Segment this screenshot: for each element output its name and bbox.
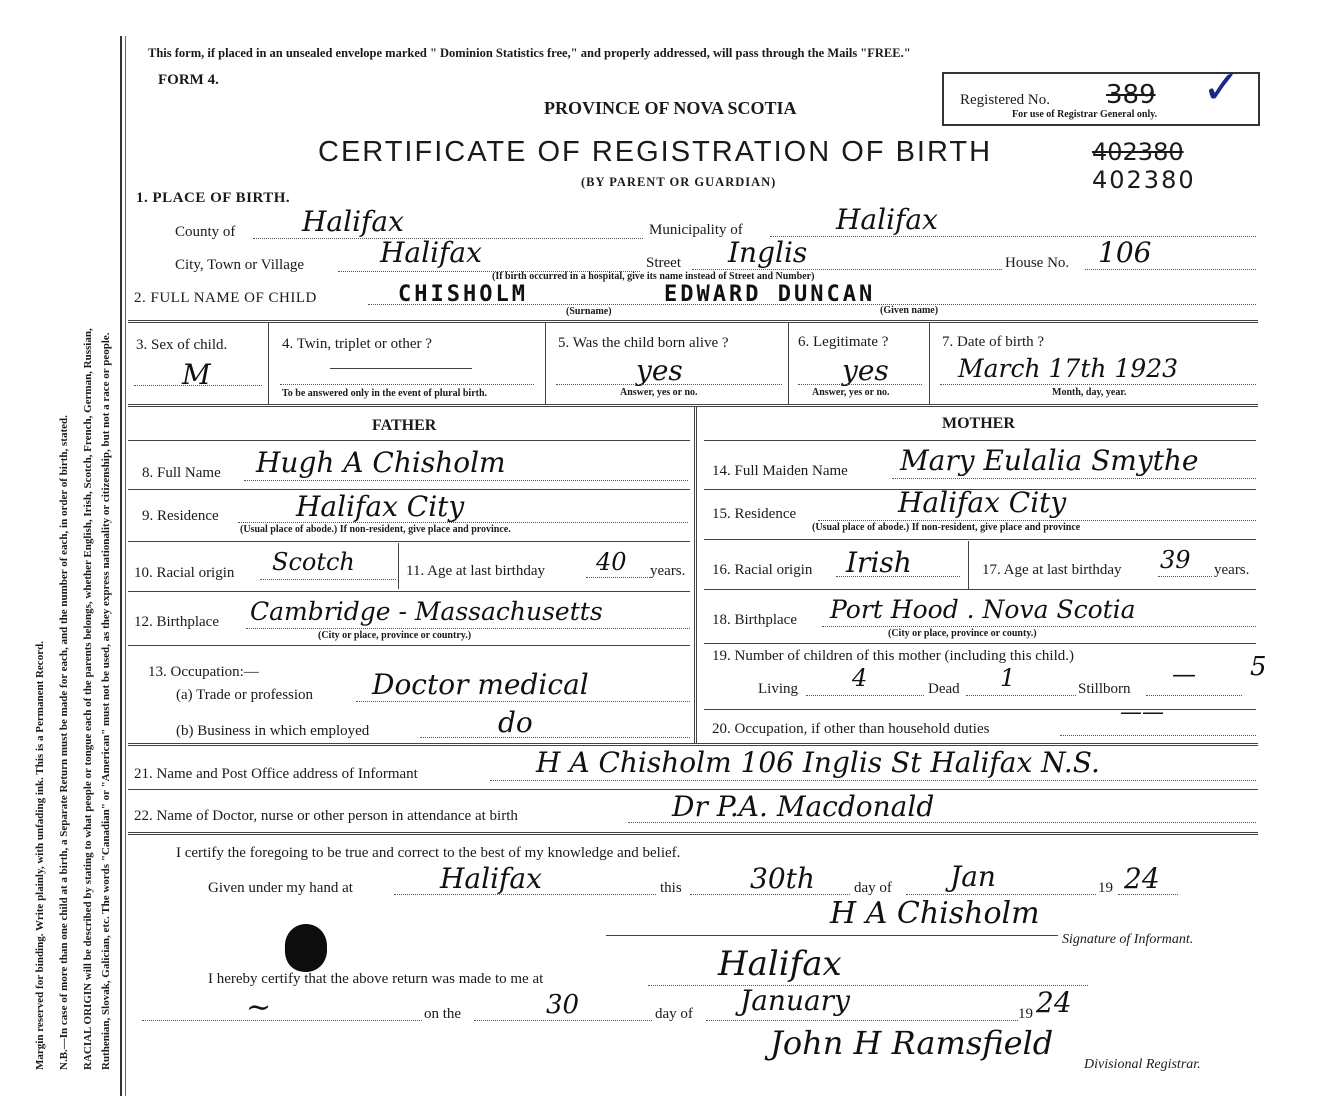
living-line bbox=[806, 695, 924, 696]
mother-occupation-value: —— bbox=[1120, 700, 1164, 725]
father-birthplace-line bbox=[246, 628, 690, 629]
mother-name-line bbox=[892, 478, 1256, 479]
registered-box bbox=[942, 62, 1260, 126]
father-name-value: Hugh A Chisholm bbox=[256, 446, 506, 479]
informant-value: H A Chisholm 106 Inglis St Halifax N.S. bbox=[536, 746, 1100, 779]
doctor-value: Dr P.A. Macdonald bbox=[672, 790, 935, 823]
place-heading: 1. PLACE OF BIRTH. bbox=[136, 190, 291, 206]
mother-residence-line bbox=[818, 520, 1256, 521]
father-birthplace-value: Cambridge - Massachusetts bbox=[250, 597, 603, 626]
legitimate-label: 6. Legitimate ? bbox=[798, 334, 889, 350]
child-given-name: EDWARD DUNCAN bbox=[664, 282, 876, 307]
mother-residence-label: 15. Residence bbox=[712, 506, 797, 522]
margin-note-racial-origin-cont: Ruthenian, Slovak, Galician, etc. The words "Canadian" or "American" must not be used, as they express nationality or citizenship, but not a race or people. bbox=[100, 332, 112, 1070]
dob-line bbox=[940, 384, 1256, 385]
ink-seal bbox=[282, 922, 330, 974]
father-trade-value: Doctor medical bbox=[372, 668, 589, 701]
cert-number-struck: 402380 bbox=[1092, 138, 1184, 166]
mother-name-value: Mary Eulalia Smythe bbox=[900, 444, 1199, 477]
margin-divider-inner bbox=[125, 36, 126, 1096]
registrar-year-value: 24 bbox=[1036, 986, 1072, 1019]
mother-rule-3 bbox=[704, 589, 1256, 590]
registrar-signature: John H Ramsfield bbox=[770, 1024, 1054, 1062]
father-name-label: 8. Full Name bbox=[142, 465, 221, 481]
father-heading-rule bbox=[128, 440, 690, 441]
county-value: Halifax bbox=[302, 205, 404, 238]
father-trade-line bbox=[356, 701, 690, 702]
children-total-value: 5 bbox=[1250, 652, 1267, 682]
legitimate-line bbox=[798, 384, 922, 385]
registrar-scrawl: ∼ bbox=[246, 990, 272, 1025]
given-day-of-label: day of bbox=[854, 880, 892, 896]
mother-years: years. bbox=[1214, 562, 1250, 578]
father-residence-label: 9. Residence bbox=[142, 508, 219, 524]
sex-value: M bbox=[182, 358, 211, 391]
father-business-label: (b) Business in which employed bbox=[176, 723, 370, 739]
registrar-month-line bbox=[706, 1020, 1018, 1021]
stillborn-value: — bbox=[1172, 660, 1196, 688]
margin-note-binding: Margin reserved for binding. Write plainly, with unfading ink. This is a Permanent Record. bbox=[34, 641, 46, 1070]
margin-divider bbox=[120, 36, 122, 1096]
father-race-value: Scotch bbox=[272, 548, 355, 576]
county-label: County of bbox=[175, 224, 236, 240]
father-trade-label: (a) Trade or profession bbox=[176, 687, 314, 703]
child-surname: CHISHOLM bbox=[398, 282, 528, 307]
municipality-label: Municipality of bbox=[649, 222, 743, 238]
postal-note: This form, if placed in an unsealed envelope marked " Dominion Statistics free," and properly addressed, will pass through the Mails "FREE." bbox=[148, 46, 911, 60]
house-value: 106 bbox=[1098, 236, 1152, 269]
sex-line bbox=[134, 385, 262, 386]
mother-birthplace-note: (City or place, province or county.) bbox=[888, 628, 1037, 639]
dead-label: Dead bbox=[928, 681, 960, 697]
registered-label: Registered No. bbox=[960, 92, 1050, 108]
mother-residence-value: Halifax City bbox=[898, 486, 1067, 519]
twin-label: 4. Twin, triplet or other ? bbox=[282, 336, 432, 352]
twin-line bbox=[280, 384, 534, 385]
father-business-value: do bbox=[498, 706, 533, 739]
municipality-value: Halifax bbox=[836, 203, 938, 236]
informant-line bbox=[490, 780, 1256, 781]
mother-children-label: 19. Number of children of this mother (including this child.) bbox=[712, 648, 1075, 664]
mother-heading-rule bbox=[704, 440, 1256, 441]
twin-value-dash bbox=[330, 368, 472, 369]
dead-value: 1 bbox=[1000, 664, 1016, 692]
dead-line bbox=[966, 695, 1076, 696]
mother-age-line bbox=[1158, 576, 1212, 577]
margin-note-racial-origin: RACIAL ORIGIN will be described by stating to what people or tongue each of the parents belongs, whether English, Irish, Scotch, French, German, Russian, bbox=[82, 328, 94, 1070]
twin-note: To be answered only in the event of plural birth. bbox=[282, 388, 488, 399]
box-divider-2 bbox=[545, 323, 546, 405]
house-line bbox=[1085, 269, 1256, 270]
mother-age-label: 17. Age at last birthday bbox=[982, 562, 1122, 578]
father-race-divider bbox=[398, 543, 399, 589]
given-under-label: Given under my hand at bbox=[208, 880, 353, 896]
mother-occupation-line bbox=[1060, 735, 1256, 736]
father-heading: FATHER bbox=[372, 417, 437, 434]
mother-birthplace-value: Port Hood . Nova Scotia bbox=[830, 595, 1136, 624]
column-divider bbox=[694, 407, 697, 743]
given-month-line bbox=[906, 894, 1096, 895]
this-label: this bbox=[660, 880, 682, 896]
mother-birthplace-line bbox=[822, 626, 1256, 627]
section-rule-5 bbox=[128, 832, 1258, 835]
alive-value: yes bbox=[636, 354, 683, 387]
mother-age-value: 39 bbox=[1160, 546, 1191, 574]
city-label: City, Town or Village bbox=[175, 257, 305, 273]
registrar-day-line bbox=[474, 1020, 652, 1021]
municipality-line bbox=[770, 236, 1256, 237]
informant-signature-line bbox=[606, 935, 1058, 936]
city-value: Halifax bbox=[380, 236, 482, 269]
sex-label: 3. Sex of child. bbox=[136, 337, 228, 353]
house-label: House No. bbox=[1005, 255, 1070, 271]
cert-number: 402380 bbox=[1092, 166, 1196, 194]
alive-label: 5. Was the child born alive ? bbox=[558, 335, 729, 351]
father-age-line bbox=[586, 577, 650, 578]
mother-race-divider bbox=[968, 541, 969, 589]
living-label: Living bbox=[758, 681, 798, 697]
doctor-label: 22. Name of Doctor, nurse or other person in attendance at birth bbox=[134, 808, 518, 824]
father-birthplace-note: (City or place, province or country.) bbox=[318, 630, 472, 641]
father-years: years. bbox=[650, 563, 686, 579]
informant-label: 21. Name and Post Office address of Informant bbox=[134, 766, 418, 782]
legitimate-value: yes bbox=[842, 354, 889, 387]
box-divider-4 bbox=[929, 323, 930, 405]
certify-text: I certify the foregoing to be true and correct to the best of my knowledge and belief. bbox=[176, 845, 681, 861]
mother-race-value: Irish bbox=[846, 546, 912, 579]
registrar-note: For use of Registrar General only. bbox=[1012, 109, 1158, 120]
father-age-value: 40 bbox=[596, 548, 627, 576]
informant-signature-label: Signature of Informant. bbox=[1062, 932, 1194, 947]
certificate-subtitle: (BY PARENT OR GUARDIAN) bbox=[581, 175, 777, 189]
given-month-value: Jan bbox=[950, 860, 996, 893]
margin-note-plural-births: N.B.—In case of more than one child at a birth, a Separate Return must be made for each, and the number of each, in order of birth, stated. bbox=[58, 415, 70, 1070]
legitimate-note: Answer, yes or no. bbox=[812, 387, 890, 398]
mother-rule-4 bbox=[704, 643, 1256, 644]
informant-signature: H A Chisholm bbox=[830, 896, 1040, 931]
registrar-place-line bbox=[648, 985, 1088, 986]
father-rule-2 bbox=[128, 541, 690, 542]
mother-race-label: 16. Racial origin bbox=[712, 562, 813, 578]
registrar-text: I hereby certify that the above return was made to me at bbox=[208, 971, 544, 987]
certificate-title: CERTIFICATE OF REGISTRATION OF BIRTH bbox=[318, 136, 993, 168]
alive-line bbox=[556, 384, 782, 385]
dob-label: 7. Date of birth ? bbox=[942, 334, 1045, 350]
dob-value: March 17th 1923 bbox=[958, 354, 1179, 383]
mother-occupation-label: 20. Occupation, if other than household duties bbox=[712, 721, 990, 737]
father-rule-4 bbox=[128, 645, 690, 646]
registrar-month-value: January bbox=[740, 984, 850, 1017]
father-rule-3 bbox=[128, 591, 690, 592]
mother-rule-2 bbox=[704, 539, 1256, 540]
mother-rule-5 bbox=[704, 709, 1256, 710]
section-rule-2 bbox=[128, 404, 1258, 407]
father-race-line bbox=[260, 579, 396, 580]
registrar-place-value: Halifax bbox=[718, 944, 842, 984]
province-title: PROVINCE OF NOVA SCOTIA bbox=[544, 98, 797, 118]
father-race-label: 10. Racial origin bbox=[134, 565, 235, 581]
registered-number: 389 bbox=[1106, 80, 1156, 110]
mother-heading: MOTHER bbox=[942, 415, 1015, 432]
street-label: Street bbox=[646, 255, 681, 271]
mother-residence-note: (Usual place of abode.) If non-resident, give place and province bbox=[812, 522, 1081, 533]
alive-note: Answer, yes or no. bbox=[620, 387, 698, 398]
stillborn-label: Stillborn bbox=[1078, 681, 1131, 697]
stillborn-line bbox=[1146, 695, 1242, 696]
registrar-pre-line bbox=[142, 1020, 422, 1021]
given-year-line bbox=[1118, 894, 1178, 895]
given-year-prefix: 19 bbox=[1098, 880, 1113, 896]
surname-note: (Surname) bbox=[566, 306, 612, 317]
given-place-value: Halifax bbox=[440, 862, 542, 895]
father-birthplace-label: 12. Birthplace bbox=[134, 614, 219, 630]
registrar-day-of-label: day of bbox=[655, 1006, 693, 1022]
check-mark-icon: ✓ bbox=[1202, 62, 1241, 113]
street-line bbox=[692, 269, 1002, 270]
section-rule-1 bbox=[128, 320, 1258, 323]
street-value: Inglis bbox=[728, 236, 808, 269]
registrar-day-value: 30 bbox=[546, 990, 580, 1020]
given-day-value: 30th bbox=[750, 862, 815, 895]
father-occupation-label: 13. Occupation:— bbox=[148, 664, 259, 680]
father-business-line bbox=[420, 737, 690, 738]
registrar-signature-label: Divisional Registrar. bbox=[1084, 1057, 1201, 1072]
registrar-year-prefix: 19 bbox=[1018, 1006, 1033, 1022]
box-divider-3 bbox=[788, 323, 789, 405]
living-value: 4 bbox=[852, 664, 868, 692]
father-age-label: 11. Age at last birthday bbox=[406, 563, 545, 579]
child-name-label: 2. FULL NAME OF CHILD bbox=[134, 290, 317, 306]
given-name-note: (Given name) bbox=[880, 305, 939, 316]
dob-note: Month, day, year. bbox=[1052, 387, 1127, 398]
mother-birthplace-label: 18. Birthplace bbox=[712, 612, 797, 628]
given-year-value: 24 bbox=[1124, 862, 1160, 895]
father-residence-note: (Usual place of abode.) If non-resident, give place and province. bbox=[240, 524, 511, 535]
box-divider-1 bbox=[268, 323, 269, 405]
registrar-on-label: on the bbox=[424, 1006, 462, 1022]
mother-name-label: 14. Full Maiden Name bbox=[712, 463, 848, 479]
form-number: FORM 4. bbox=[158, 72, 219, 88]
father-residence-value: Halifax City bbox=[296, 490, 465, 523]
father-name-line bbox=[244, 480, 688, 481]
hospital-note: (If birth occurred in a hospital, give its name instead of Street and Number) bbox=[492, 271, 815, 282]
